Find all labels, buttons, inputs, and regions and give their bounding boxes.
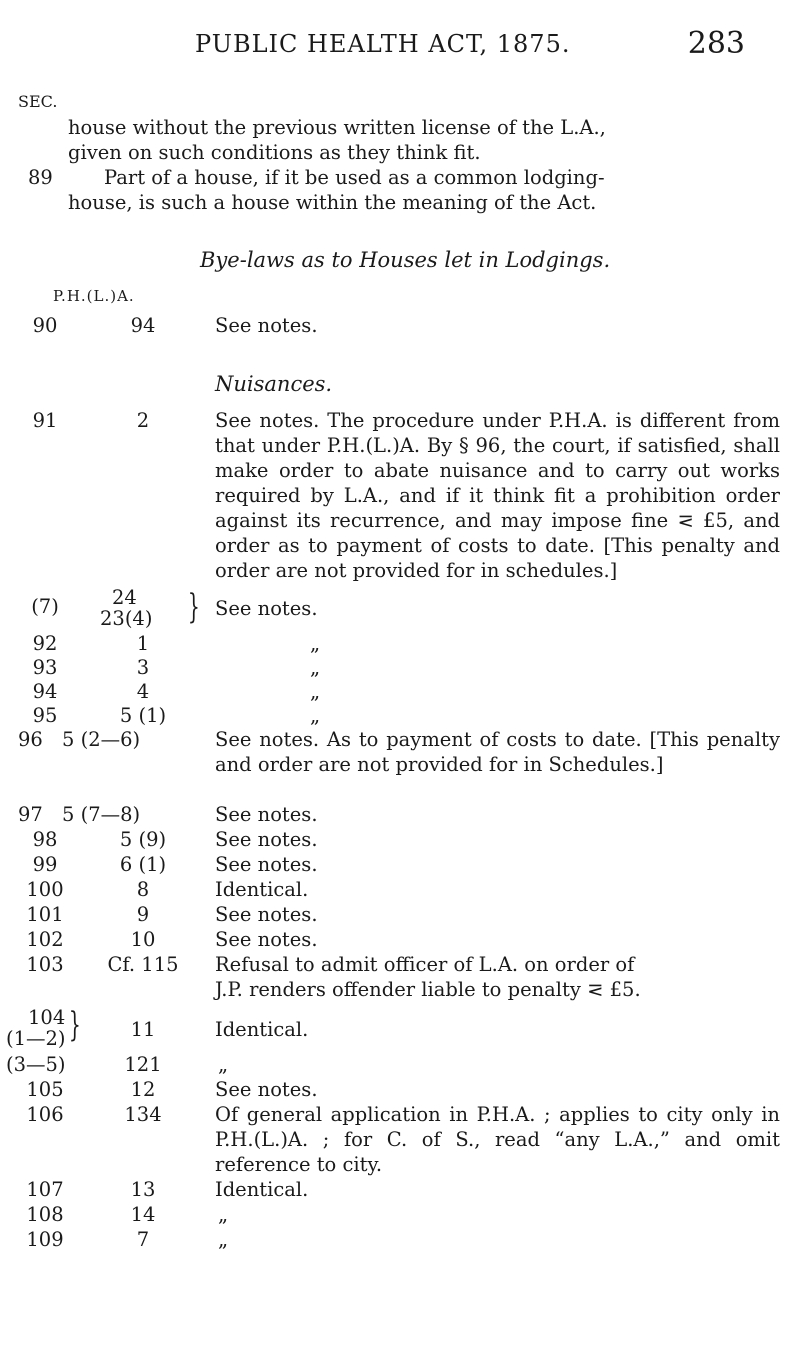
brace: } [187, 587, 200, 627]
row-107-sec: 107 [26, 1178, 64, 1201]
row-94-sec: 94 [32, 680, 58, 703]
row-108-text: „ [218, 1203, 229, 1226]
row-91-sec: 91 [32, 409, 58, 432]
page-number: 283 [687, 26, 745, 61]
byelaws-heading: Bye-laws as to Houses let in Lodgings. [200, 248, 611, 272]
row-104b-text: „ [218, 1053, 229, 1076]
row-102-text: See notes. [215, 928, 318, 951]
row-90-sec: 90 [32, 314, 58, 337]
row-100-text: Identical. [215, 878, 309, 901]
row-107-text: Identical. [215, 1178, 309, 1201]
row-100-ref: 8 [136, 878, 150, 901]
intro-line-4: house, is such a house within the meaning of the Act. [68, 191, 597, 214]
row-106-text: Of general application in P.H.A. ; applies to city only in P.H.(L.)A. ; for C. of S., read “any L.A.,” and omit reference to city. [215, 1103, 780, 1176]
row-93-sec: 93 [32, 656, 58, 679]
row-100-sec: 100 [26, 878, 64, 901]
row-103-text-1: Refusal to admit officer of L.A. on order of [215, 953, 635, 976]
intro-line-2: given on such conditions as they think fit. [68, 141, 481, 164]
row-95-ref: 5 (1) [119, 704, 167, 727]
row-90-ref: 94 [130, 314, 156, 337]
row-7-text: See notes. [215, 597, 318, 620]
row-104-ref: 11 [130, 1018, 156, 1041]
row-104b-sec: (3—5) [6, 1053, 66, 1076]
row-105-ref: 12 [130, 1078, 156, 1101]
row-95-text: „ [310, 704, 321, 727]
row-109-text: „ [218, 1228, 229, 1251]
section-number-89: 89 [28, 166, 53, 189]
nuisances-heading: Nuisances. [215, 372, 333, 396]
section-column-label: SEC. [18, 92, 58, 111]
row-99-sec: 99 [32, 853, 58, 876]
row-92-ref: 1 [136, 632, 150, 655]
row-98-sec: 98 [32, 828, 58, 851]
row-101-text: See notes. [215, 903, 318, 926]
row-93-ref: 3 [136, 656, 150, 679]
row-104-text: Identical. [215, 1018, 309, 1041]
row-92-text: „ [310, 632, 321, 655]
row-96-sec: 96 [18, 728, 43, 751]
row-104b-ref: 121 [124, 1053, 162, 1076]
row-91-ref: 2 [136, 409, 150, 432]
row-95-sec: 95 [32, 704, 58, 727]
row-109-sec: 109 [26, 1228, 64, 1251]
row-101-ref: 9 [136, 903, 150, 926]
row-102-sec: 102 [26, 928, 64, 951]
row-106-ref: 134 [124, 1103, 162, 1126]
intro-line-1: house without the previous written license of the L.A., [68, 116, 606, 139]
row-104-sec-b: (1—2) [6, 1027, 66, 1050]
row-98-text: See notes. [215, 828, 318, 851]
row-94-text: „ [310, 680, 321, 703]
row-107-ref: 13 [130, 1178, 156, 1201]
row-7-ref-b: 23(4) [100, 607, 153, 630]
row-91-text: See notes. The procedure under P.H.A. is different from that under P.H.(L.)A. By § 96, the court, if satisfied, shall make order to abate nuisance and to carry out works required by L.A., and if it think fit a prohibition order against its recurrence, and may impose fine ⋜ £5, and order as to payment of costs to date. [This penalty and order are not provided for in schedules.] [215, 409, 780, 582]
row-109-ref: 7 [136, 1228, 150, 1251]
row-105-sec: 105 [26, 1078, 64, 1101]
row-7-ref-a: 24 [112, 586, 137, 609]
row-108-ref: 14 [130, 1203, 156, 1226]
row-99-ref: 6 (1) [119, 853, 167, 876]
row-96-ref: 5 (2—6) [62, 728, 141, 751]
row-93-text: „ [310, 656, 321, 679]
row-97-ref: 5 (7—8) [62, 803, 141, 826]
row-97-text: See notes. [215, 803, 318, 826]
row-97-sec: 97 [18, 803, 43, 826]
row-98-ref: 5 (9) [119, 828, 167, 851]
row-103-ref: Cf. 115 [107, 953, 179, 976]
row-103-text-2: J.P. renders offender liable to penalty ⋜ £5. [215, 978, 641, 1001]
column-label-phla: P.H.(L.)A. [53, 287, 135, 305]
running-head-title: PUBLIC HEALTH ACT, 1875. [195, 30, 571, 58]
row-103-sec: 103 [26, 953, 64, 976]
row-104-sec-a: 104 [28, 1006, 66, 1029]
row-7-sec: (7) [31, 595, 59, 618]
row-90-text: See notes. [215, 314, 318, 337]
row-96-text: See notes. As to payment of costs to date. [This penalty and order are not provided for in Schedules.] [215, 728, 780, 776]
brace: } [68, 1005, 81, 1045]
row-101-sec: 101 [26, 903, 64, 926]
row-102-ref: 10 [130, 928, 156, 951]
intro-line-3: Part of a house, if it be used as a common lodging- [104, 166, 605, 189]
row-108-sec: 108 [26, 1203, 64, 1226]
row-106-sec: 106 [26, 1103, 64, 1126]
row-99-text: See notes. [215, 853, 318, 876]
row-92-sec: 92 [32, 632, 58, 655]
row-94-ref: 4 [136, 680, 150, 703]
row-105-text: See notes. [215, 1078, 318, 1101]
